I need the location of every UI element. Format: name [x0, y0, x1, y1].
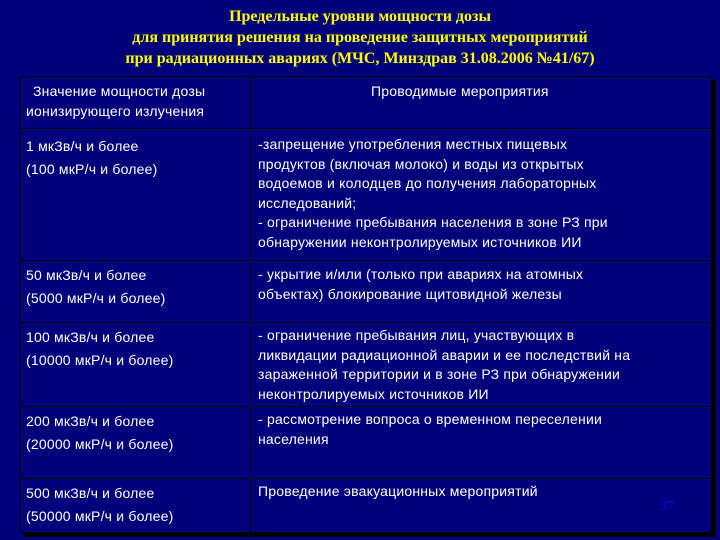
dose-value-alt: (20000 мкР/ч и более): [26, 436, 174, 452]
measures-cell: [258, 135, 706, 252]
dose-value-alt: (5000 мкР/ч и более): [26, 290, 166, 306]
measure-line: водоемов и колодцев до получения лабораторных: [258, 175, 597, 191]
dose-cell: [26, 135, 251, 181]
title-line-3: при радиационных авариях (МЧС, Минздрав 31.08.2006 №41/67): [125, 50, 595, 67]
measure-line: - ограничение пребывания населения в зоне РЗ при: [258, 214, 608, 230]
measure-line: - рассмотрение вопроса о временном переселении: [258, 411, 602, 427]
dose-measures-table: [20, 76, 712, 533]
measure-line: продуктов (включая молоко) и воды из открытых: [258, 155, 584, 172]
measure-line: Проведение эвакуационных мероприятий: [258, 483, 538, 499]
measures-cell: [258, 482, 706, 502]
measure-line: исследований;: [258, 194, 357, 211]
measure-line: зараженной территории и в зоне РЗ при обнаружении: [258, 366, 621, 382]
dose-cell: [26, 482, 251, 528]
measure-line: обнаружении неконтролируемых источников ИИ: [258, 233, 582, 250]
dose-cell: [26, 326, 251, 372]
measure-line: объектах) блокирование щитовидной железы: [258, 285, 562, 302]
measure-line: населения: [258, 430, 329, 447]
page-number: 37: [660, 499, 674, 514]
dose-value: 200 мкЗв/ч и более: [26, 413, 155, 429]
measure-line: - ограничение пребывания лиц, участвующих в: [258, 327, 575, 343]
table-row: [21, 479, 711, 532]
dose-value-alt: (10000 мкР/ч и более): [26, 352, 174, 368]
table-row: [21, 323, 711, 407]
title-line-1: Предельные уровни мощности дозы: [229, 8, 491, 25]
table-header-row: [21, 77, 711, 129]
dose-cell: [26, 264, 251, 310]
dose-value: 500 мкЗв/ч и более: [26, 485, 155, 501]
measures-cell: [258, 326, 706, 404]
dose-value-alt: (50000 мкР/ч и более): [26, 508, 174, 524]
measure-line: неконтролируемых источников ИИ: [258, 385, 489, 402]
measure-line: ликвидации радиационной аварии и ее последствий на: [258, 346, 631, 363]
header-dose-line-1: Значение мощности дозы: [33, 83, 206, 99]
dose-value: 50 мкЗв/ч и более: [26, 267, 147, 283]
dose-cell: [26, 410, 251, 456]
measure-line: -запрещение употребления местных пищевых: [258, 136, 568, 152]
table-row: [21, 129, 711, 261]
measures-cell: [258, 410, 706, 449]
measures-cell: [258, 265, 706, 304]
dose-value: 1 мкЗв/ч и более: [26, 138, 139, 154]
header-measures: Проводимые мероприятия: [371, 83, 549, 99]
table-row: [21, 261, 711, 323]
slide-title: [0, 6, 720, 69]
dose-value: 100 мкЗв/ч и более: [26, 329, 155, 345]
table-row: [21, 407, 711, 479]
measure-line: - укрытие и/или (только при авариях на атомных: [258, 266, 584, 282]
header-dose: [26, 82, 258, 121]
dose-value-alt: (100 мкР/ч и более): [26, 161, 158, 177]
title-line-2: для принятия решения на проведение защитных мероприятий: [132, 29, 588, 46]
header-dose-line-2: ионизирующего излучения: [26, 102, 205, 119]
